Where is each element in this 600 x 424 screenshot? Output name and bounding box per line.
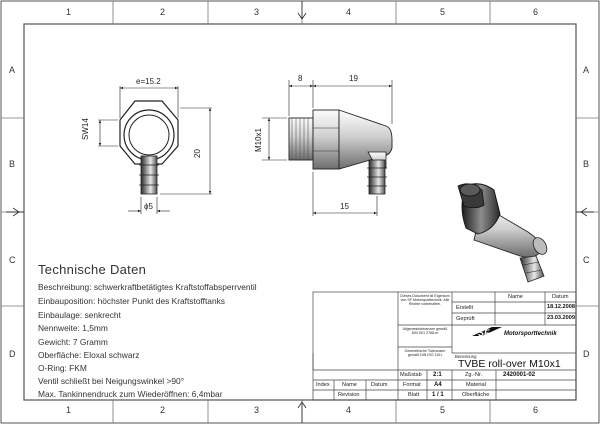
row-label-d-right: D	[583, 349, 590, 359]
tb-geprueft: Geprüft	[456, 316, 475, 322]
col-label-6: 6	[533, 7, 539, 17]
spec-line: Oberfläche: Eloxal schwarz	[38, 350, 140, 360]
col-label-1: 1	[66, 7, 72, 17]
col-label-6-bottom: 6	[533, 405, 539, 415]
tb-rev-index: Index	[316, 382, 330, 388]
spec-line: Einbauposition: höchster Punkt des Kraftstofftanks	[38, 296, 225, 306]
tb-tolerance-general: Allgemeintoleranzen gemäß DIN ISO 2768-m	[402, 327, 448, 336]
tb-erstellt: Erstellt	[456, 305, 474, 311]
spec-line: Einbaulage: senkrecht	[38, 310, 121, 320]
side-thread	[289, 118, 313, 160]
side-view	[262, 80, 392, 216]
tb-material-label: Material	[466, 382, 486, 388]
tb-blatt-label: Blatt	[408, 392, 420, 398]
col-label-4: 4	[346, 7, 352, 17]
tb-ownership: Dieses Dokument ist Eigentum von SF Motorsporttechnik. Alle Rechte vorbehalten.	[400, 294, 450, 307]
front-ring-outer	[124, 110, 174, 160]
specs-title: Technische Daten	[38, 262, 147, 277]
side-hex	[313, 110, 339, 169]
spec-line: Max. Tankinnendruck zum Wiederöffnen: 6,4mbar	[38, 389, 223, 399]
spec-line: O-Ring: FKM	[38, 363, 87, 373]
row-label-b-right: B	[583, 159, 590, 169]
dim-side-thread: M10x1	[254, 127, 263, 152]
iso-barb	[520, 256, 544, 282]
dim-front-sw: SW14	[81, 118, 90, 140]
tb-massstab: 2:1	[433, 372, 442, 378]
row-label-b: B	[9, 159, 16, 169]
col-label-4-bottom: 4	[346, 405, 352, 415]
dim-side-thread-len: 8	[298, 74, 303, 83]
spec-line: Gewicht: 7 Gramm	[38, 337, 108, 347]
tb-massstab-label: Maßstab	[400, 372, 422, 378]
tb-oberflaeche-label: Oberfläche	[462, 392, 490, 398]
dim-side-bottom: 15	[340, 202, 349, 211]
tb-part-name: TVBE roll-over M10x1	[458, 358, 561, 370]
spec-line: Nennweite: 1,5mm	[38, 323, 108, 333]
front-ring-inner	[129, 115, 169, 155]
sf-logo-text: Motorsporttechnik	[504, 331, 557, 337]
col-label-1-bottom: 1	[66, 405, 72, 415]
tb-format-label: Format	[403, 382, 421, 388]
dim-front-width: e=15.2	[136, 77, 161, 86]
col-label-2: 2	[160, 7, 166, 17]
col-label-5-bottom: 5	[440, 405, 446, 415]
spec-line: Ventil schließt bei Neigungswinkel >90°	[38, 376, 185, 386]
col-label-2-bottom: 2	[160, 405, 166, 415]
tb-rev-datum: Datum	[371, 382, 388, 388]
tb-format: A4	[434, 382, 442, 388]
tb-revision: Revision	[338, 392, 360, 398]
spec-line: Beschreibung: schwerkraftbetätigtes Kraftstoffabsperrventil	[38, 282, 257, 292]
row-label-a: A	[9, 65, 16, 75]
tb-erstellt-date: 18.12.2008	[547, 304, 575, 310]
row-label-c-right: C	[583, 255, 590, 265]
col-label-5: 5	[440, 7, 446, 17]
tb-tolerance-geometric: Geometrische Toleranzen gemäß DIN ISO 1101	[404, 349, 446, 358]
row-label-d: D	[9, 349, 16, 359]
tb-zg-nr-label: Zg.-Nr.	[465, 372, 483, 378]
tb-col-name: Name	[508, 294, 523, 300]
row-label-c: C	[9, 255, 16, 265]
col-label-3-bottom: 3	[254, 405, 260, 415]
tb-zg-nr: 2420001-02	[503, 372, 536, 378]
col-label-3: 3	[254, 7, 260, 17]
sf-logo-mark: SF	[478, 328, 490, 338]
row-label-a-right: A	[583, 65, 590, 75]
tb-rev-name: Name	[342, 382, 357, 388]
dim-side-total: 19	[349, 74, 358, 83]
tb-blatt: 1 / 1	[432, 392, 444, 398]
tb-col-datum: Datum	[552, 294, 569, 300]
tb-geprueft-date: 23.03.2009	[547, 315, 575, 321]
dim-front-height: 20	[193, 149, 202, 158]
tb-benennung: Benennung	[455, 354, 477, 359]
iso-view	[458, 184, 550, 282]
dim-front-dia: ϕ5	[144, 202, 153, 211]
